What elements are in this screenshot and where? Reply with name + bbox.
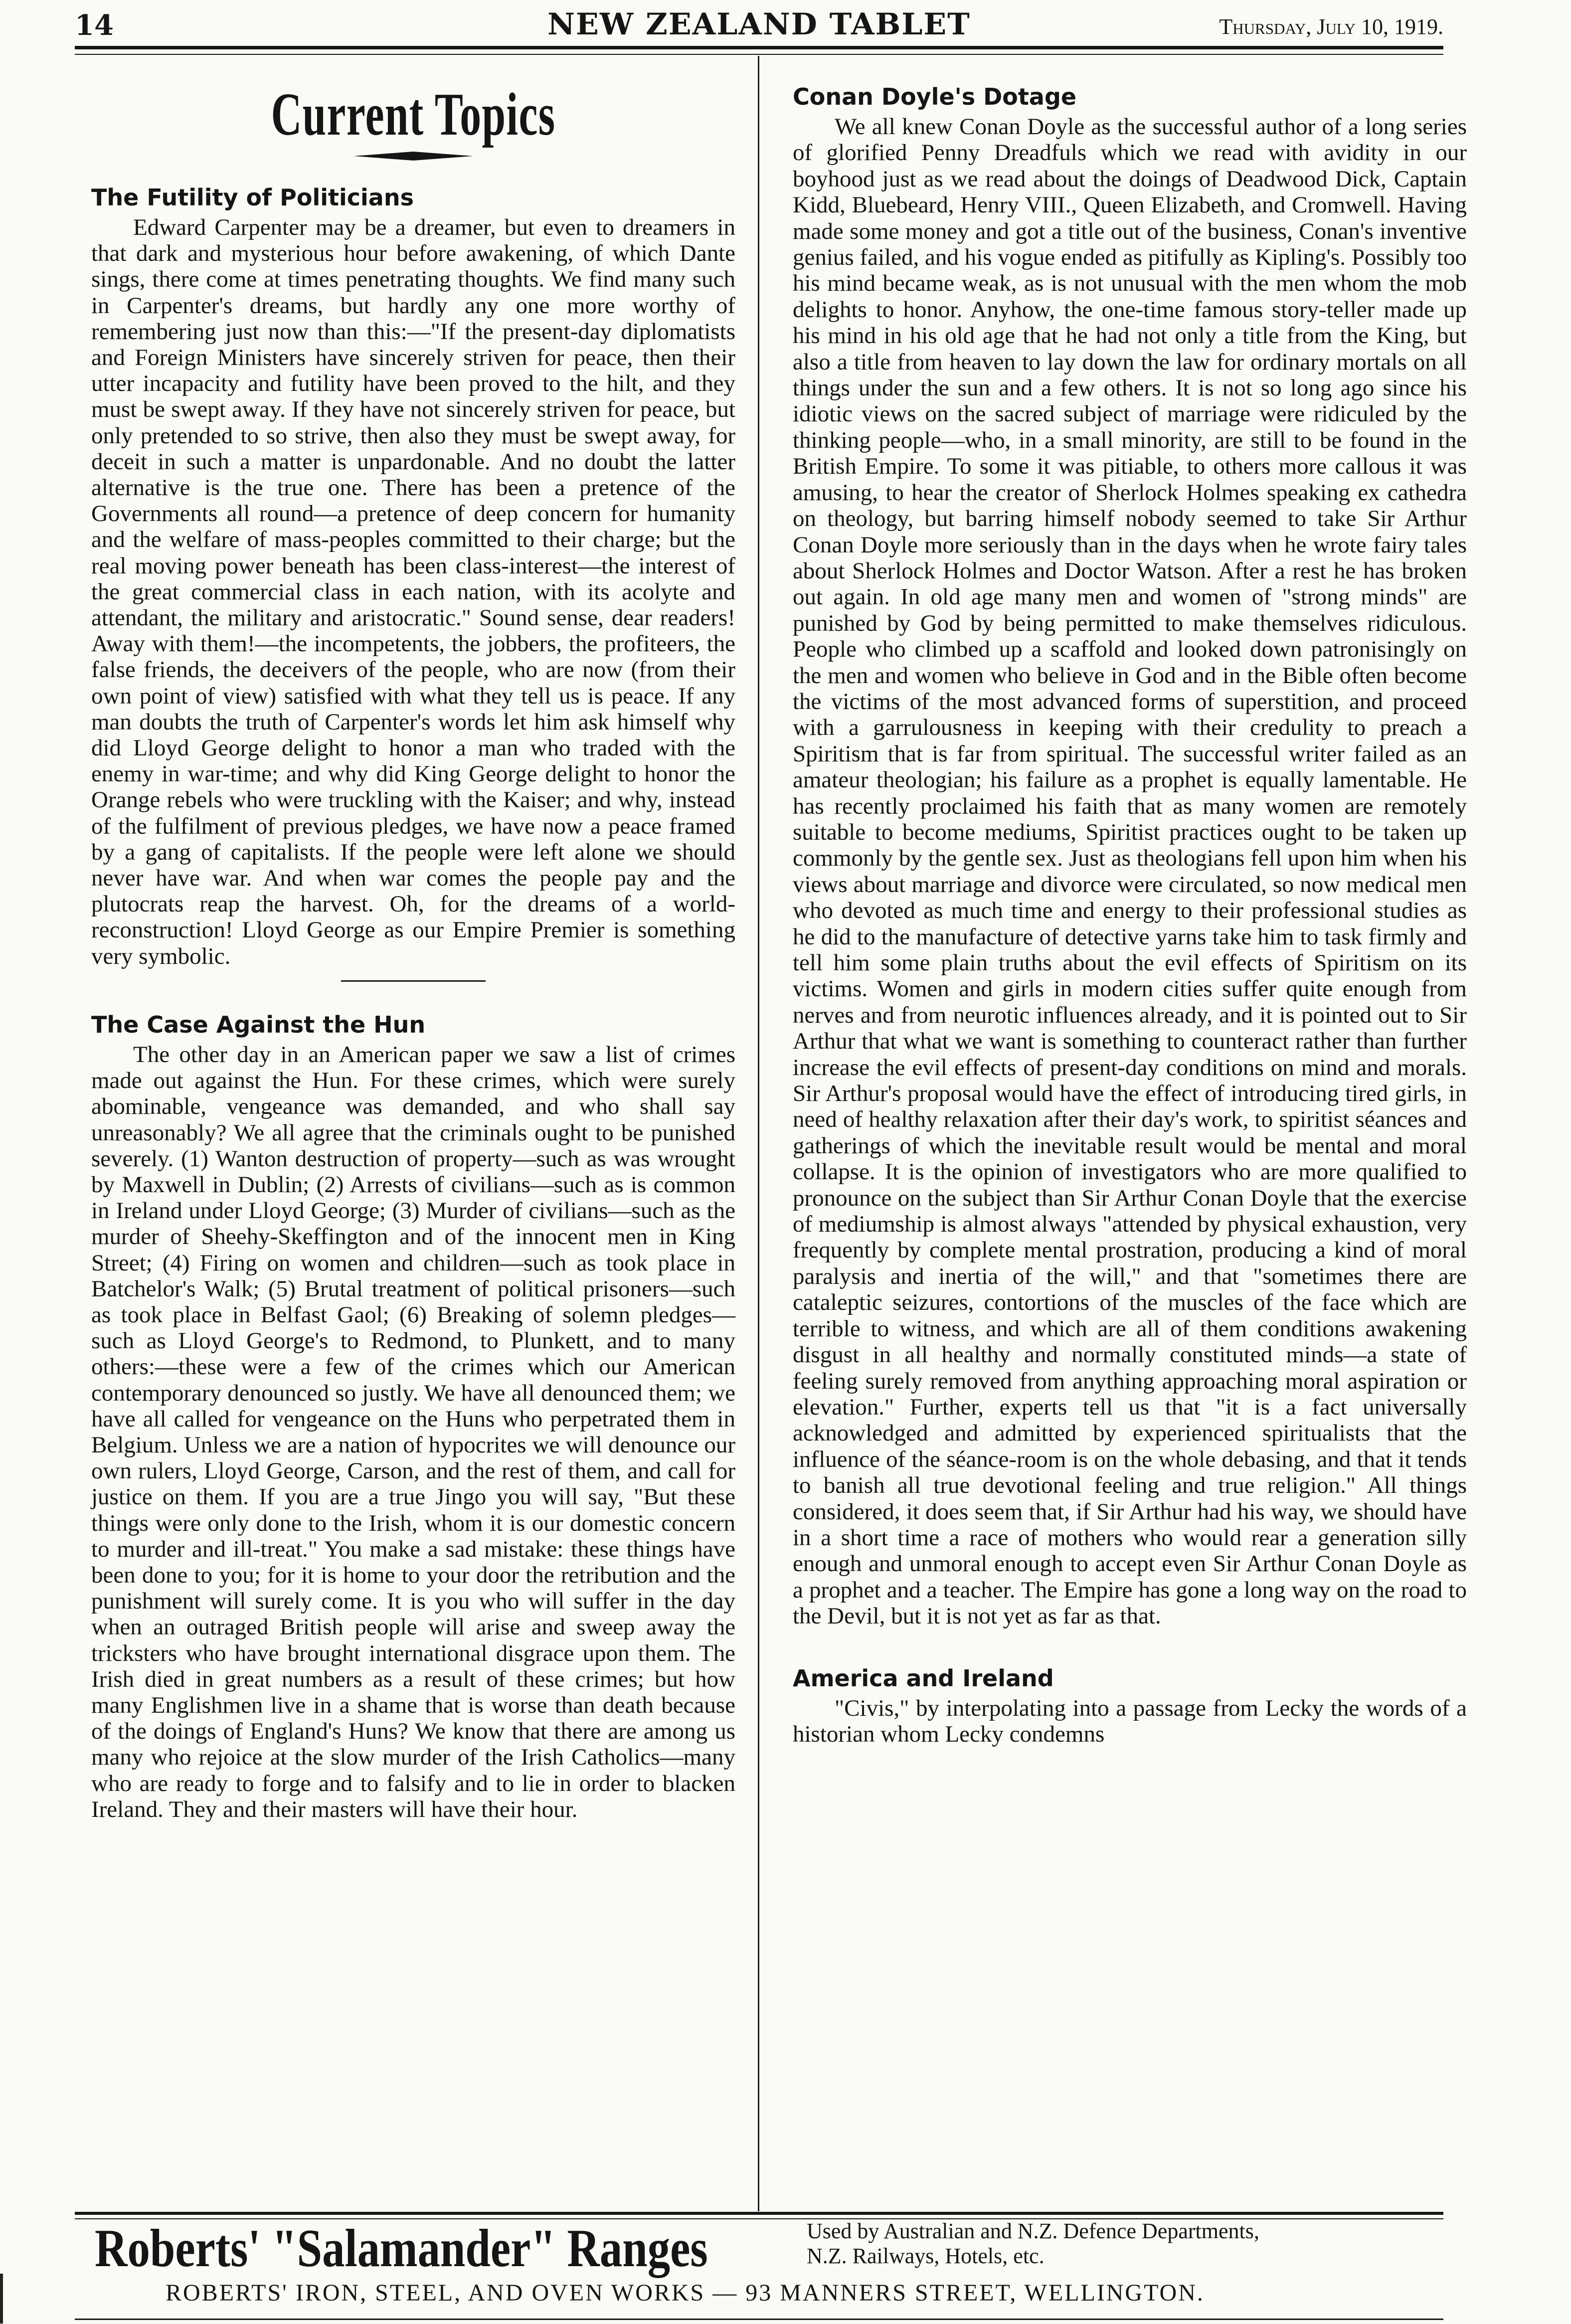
masthead-ornament-icon (353, 149, 473, 164)
footer-rule-thick (75, 2212, 1443, 2215)
advertisement-note (807, 2219, 1259, 2269)
advertisement-address: ROBERTS' IRON, STEEL, AND OVEN WORKS — 93 MANNERS STREET, WELLINGTON. (166, 2280, 1205, 2306)
footer-rule-bottom (75, 2319, 1443, 2320)
article-heading: Conan Doyle's Dotage (793, 83, 1077, 110)
advertisement-note-line2: N.Z. Railways, Hotels, etc. (807, 2244, 1045, 2268)
article-heading: America and Ireland (793, 1664, 1054, 1692)
margin-mark (0, 2274, 3, 2324)
right-column (793, 83, 1467, 1747)
article-paragraph: We all knew Conan Doyle as the successful author of a long series of glorified Penny Dreadfuls which we read with avidity in our boyhood just as we read about the doings of Deadwood Dick, Captain Kidd, Bluebeard, Henry VIII., Queen Elizabeth, and Cromwell. Having made some money and got a title out of the business, Conan's inventive genius failed, and his vogue ended as pitifully as Kipling's. Possibly too his mind became weak, as is not unusual with the men whom the mob delights to honor. Anyhow, the one-time famous story-teller made up his mind in his old age that he had not only a title from the King, but also a title from heaven to lay down the law for ordinary mortals on all things under the sun and a few others. It is not so long ago since his idiotic views on the sacred subject of marriage were ridiculed by the thinking people—who, in a small minority, are still to be found in the British Empire. To some it was pitiable, to others more callous it was amusing, to hear the creator of Sherlock Holmes speaking ex cathedra on theology, but barring himself nobody seemed to take Sir Arthur Conan Doyle more seriously than in the days when he wrote fairy tales about Sherlock Holmes and Doctor Watson. After a rest he has broken out again. In old age many men and women of "strong minds" are punished by God by being permitted to make themselves ridiculous. People who climbed up a scaffold and looked down patronisingly on the men and women who believe in God and in the Bible often become the victims of the most advanced forms of superstition, and proceed with a garrulousness in keeping with their credulity to preach a Spiritism that is far from spiritual. The successful writer failed as an amateur theologian; his failure as a prophet is equally lamentable. He has recently proclaimed his faith that as many women are remotely suitable to become mediums, Spiritist practices ought to be taken up commonly by the gentle sex. Just as theologians fell upon him when his views about marriage and divorce were circulated, so now medical men who devoted as much time and energy to their professional studies as he did to the manufacture of detective yarns take him to task firmly and tell him some plain truths about the evil effects of Spiritism on its victims. Women and girls in modern cities suffer quite enough from nerves and from neurotic influences already, and it is pointed out to Sir Arthur that what we want is something to counteract rather than further increase the evil effects of present-day conditions on mind and morals. Sir Arthur's proposal would have the effect of introducing tired girls, in need of healthy relaxation after their day's work, to spiritist séances and gatherings of which the inevitable result would be mental and moral collapse. It is the opinion of investigators who are more qualified to pronounce on the subject than Sir Arthur Conan Doyle that the exercise of mediumship is almost always "attended by physical exhaustion, very frequently by complete mental prostration, producing a kind of moral paralysis and inertia of the will," and that "sometimes there are cataleptic seizures, contortions of the muscles of the face which are terrible to witness, and which are all of them conditions awakening disgust in all healthy and normally constituted minds—a state of feeling surely removed from anything approaching moral aspiration or elevation." Further, experts tell us that "it is a fact universally acknowledged and admitted by experienced spiritualists that the influence of the séance-room is on the whole debasing, and that it tends to banish all true devotional feeling and true religion." All things considered, it does seem that, if Sir Arthur had his way, we should have in a short time a race of mothers who would rear a generation silly enough and unmoral enough to accept even Sir Arthur Conan Doyle as a prophet and a teacher. The Empire has gone a long way on the road to the Devil, but it is not yet as far as that. (793, 114, 1467, 1629)
header-rule-thin (75, 54, 1443, 55)
article-heading: The Futility of Politicians (91, 184, 414, 211)
article-paragraph: The other day in an American paper we saw a list of crimes made out against the Hun. For these crimes, which were surely abominable, vengeance was demanded, and who shall say unreasonably? We all agree that the criminals ought to be punished severely. (1) Wanton destruction of property—such as was wrought by Maxwell in Dublin; (2) Arrests of civilians—such as is common in Ireland under Lloyd George; (3) Murder of civilians—such as the murder of Sheehy-Skeffington and of the innocent men in King Street; (4) Firing on women and children—such as took place in Batchelor's Walk; (5) Brutal treatment of political prisoners—such as took place in Belfast Gaol; (6) Breaking of solemn pledges—such as Lloyd George's to Redmond, to Plunkett, and to many others:—these were a few of the crimes which our American contemporary denounced so justly. We have all denounced them; we have all called for vengeance on the Huns who perpetrated them in Belgium. Unless we are a nation of hypocrites we will denounce our own rulers, Lloyd George, Carson, and the rest of them, and call for justice on them. If you are a true Jingo you will say, "But these things were only done to the Irish, whom it is our domestic concern to murder and ill-treat." You make a sad mistake: these things have been done to you; for it is home to your door the retribution and the punishment will surely come. It is you who will suffer in the day when an outraged British people will arise and sweep away the tricksters who have brought international disgrace upon them. The Irish died in great numbers as a result of these crimes; but how many Englishmen live in a shame that is worse than death because of the doings of England's Huns? We know that there are among us many who rejoice at the slow murder of the Irish Catholics—many who are ready to forge and to falsify and to lie in order to blacken Ireland. They and their masters will have their hour. (91, 1041, 735, 1822)
publication-title: NEW ZEALAND TABLET (547, 7, 971, 42)
page-header (75, 7, 1443, 45)
left-column (91, 80, 735, 1822)
advertisement-note-line1: Used by Australian and N.Z. Defence Departments, (807, 2219, 1259, 2243)
article-paragraph: "Civis," by interpolating into a passage from Lecky the words of a historian whom Lecky condemns (793, 1695, 1467, 1747)
column-divider (758, 56, 759, 2211)
page-number: 14 (75, 9, 114, 42)
section-masthead: Current Topics (271, 81, 556, 148)
header-rule-thick (75, 46, 1443, 49)
article-divider (341, 980, 486, 982)
article-paragraph: Edward Carpenter may be a dreamer, but even to dreamers in that dark and mysterious hour before awakening, of which Dante sings, there come at times penetrating thoughts. We find many such in Carpenter's dreams, but hardly any one more worthy of remembering just now than this:—"If the present-day diplomatists and Foreign Ministers have sincerely striven for peace, then their utter incapacity and futility have been proved to the hilt, and they must be swept away. If they have not sincerely striven for peace, but only pretended to so strive, then also they must be swept away, for deceit in such a matter is unpardonable. And no doubt the latter alternative is the true one. There has been a pretence of the Governments all round—a pretence of deep concern for humanity and the welfare of mass-peoples committed to their charge; but the real moving power beneath has been class-interest—the interest of the great commercial class in each nation, with its acolyte and attendant, the military and aristocratic." Sound sense, dear readers! Away with them!—the incompetents, the jobbers, the profiteers, the false friends, the deceivers of the people, who are now (from their own point of view) satisfied with what they tell us is peace. If any man doubts the truth of Carpenter's words let him ask himself why did Lloyd George delight to honor a man who traded with the enemy in war-time; and why did King George delight to honor the Orange rebels who were truckling with the Kaiser; and why, instead of the fulfilment of previous pledges, we have now a peace framed by a gang of capitalists. If the people were left alone we should never have war. And when war comes the people pay and the plutocrats reap the harvest. Oh, for the dreams of a world-reconstruction! Lloyd George as our Empire Premier is something very symbolic. (91, 214, 735, 969)
advertisement-title: Roberts' "Salamander" Ranges (95, 2219, 708, 2278)
issue-date: Thursday, July 10, 1919. (1219, 14, 1443, 39)
article-heading: The Case Against the Hun (91, 1011, 426, 1038)
